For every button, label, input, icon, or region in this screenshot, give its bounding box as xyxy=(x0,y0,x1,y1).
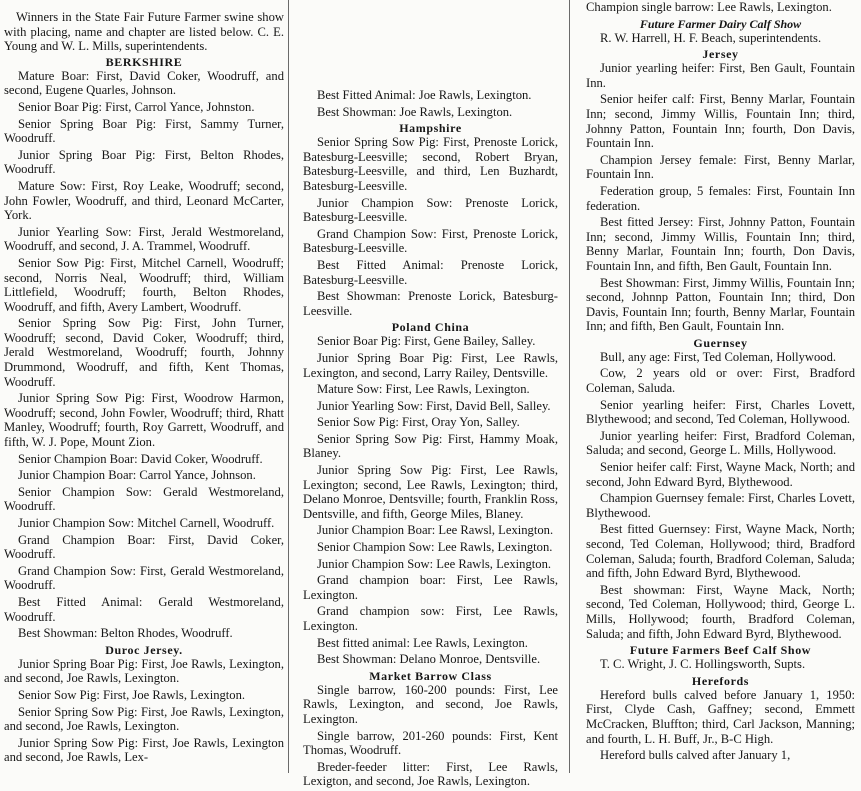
section-heading: Market Barrow Class xyxy=(369,668,492,683)
result-entry: Junior Champion Boar: Carrol Yance, Johnson. xyxy=(18,468,256,483)
result-entry: Best fitted Guernsey: First, Wayne Mack, North; second, Ted Coleman, Hollywood; third, Bradford Coleman, Saluda; fourth, Bradford Coleman, Saluda; and fifth, John Edward Byrd, Blythewood. xyxy=(586,522,855,581)
result-entry: Single barrow, 201-260 pounds: First, Kent Thomas, Woodruff. xyxy=(303,728,558,758)
section-heading: Jersey xyxy=(702,47,739,62)
column-divider xyxy=(569,0,570,773)
result-entry: Best Showman: Joe Rawls, Lexington. xyxy=(317,104,513,119)
result-entry: Junior Spring Boar Pig: First, Belton Rhodes, Woodruff. xyxy=(4,147,284,177)
result-entry: Best Fitted Animal: Joe Rawls, Lexington. xyxy=(317,88,532,102)
result-entry: Senior Champion Boar: David Coker, Woodruff. xyxy=(18,451,263,466)
result-entry: Mature Sow: First, Lee Rawls, Lexington. xyxy=(317,382,530,397)
result-entry: Best Showman: Prenoste Lorick, Batesburg-Leesville. xyxy=(303,289,558,318)
result-entry: Grand champion sow: First, Lee Rawls, Lexington. xyxy=(303,604,558,633)
result-entry: Senior Sow Pig: First, Joe Rawls, Lexington. xyxy=(18,687,246,702)
section-heading: Future Farmer Dairy Calf Show xyxy=(639,16,802,31)
result-entry: Best Fitted Animal: Prenoste Lorick, Batesburg-Leesville. xyxy=(303,257,558,287)
result-entry: R. W. Harrell, H. F. Beach, superintendents. xyxy=(600,30,822,45)
result-entry: Hereford bulls calved before January 1, 1950: First, Clyde Cash, Gaffney; second, Emmett McCracken, Bluffton; third, Carl Jackson, Manning; and fourth, L. H. Buff, Jr., B-C High. xyxy=(586,687,855,746)
result-entry: Bull, any age: First, Ted Coleman, Hollywood. xyxy=(600,349,837,364)
result-entry: Best fitted animal: Lee Rawls, Lexington. xyxy=(317,635,528,650)
result-entry: Senior Spring Boar Pig: First, Sammy Turner, Woodruff. xyxy=(4,116,284,146)
result-entry: Best showman: First, Wayne Mack, North; second, Ted Coleman, Hollywood; third, George L. Mills, Hollywood; fourth, Bradford Coleman, Saluda; and fifth, John Edward Byrd, Blythewood. xyxy=(586,582,855,641)
result-entry: Senior Champion Sow: Gerald Westmoreland, Woodruff. xyxy=(4,484,284,514)
result-entry: Senior heifer calf: First, Benny Marlar, Fountain Inn; second, Jimmy Willis, Fountain Inn; third, Johnny Patton, Fountain Inn; fourth, Don Davis, Fountain Inn. xyxy=(586,92,855,151)
result-entry: Senior Boar Pig: First, Gene Bailey, Salley. xyxy=(317,334,536,349)
result-entry: Senior Spring Sow Pig: First, Prenoste Lorick, Batesburg-Leesville; second, Robert Bryan, Batesburg-Leesville, and third, Len Buzhardt, Batesburg-Leesville. xyxy=(303,135,558,193)
result-entry: Junior Champion Sow: Lee Rawls, Lexington. xyxy=(317,556,552,571)
result-entry: Grand champion boar: First, Lee Rawls, Lexington. xyxy=(303,573,558,602)
result-entry: Senior Boar Pig: First, Carrol Yance, Johnston. xyxy=(18,99,255,114)
result-entry: Mature Boar: First, David Coker, Woodruff, and second, Eugene Quarles, Johnson. xyxy=(4,68,284,98)
result-entry: Grand Champion Sow: First, Prenoste Lorick, Batesburg-Leesville. xyxy=(303,226,558,256)
result-entry: Senior Sow Pig: First, Mitchel Carnell, Woodruff; second, Norris Neal, Woodruff; third, William Littlefield, Woodruff; fourth, Belton Rhodes, Woodruff, and fifth, Avery Lambert, Woodruff. xyxy=(4,255,284,314)
result-entry: Junior Champion Sow: Prenoste Lorick, Batesburg-Leesville. xyxy=(303,195,558,225)
result-entry: T. C. Wright, J. C. Hollingsworth, Supts. xyxy=(600,657,806,672)
result-entry: Hereford bulls calved after January 1, xyxy=(600,748,791,763)
result-entry: Best Showman: Delano Monroe, Dentsville. xyxy=(317,652,541,667)
result-entry: Champion single barrow: Lee Rawls, Lexington. xyxy=(586,0,832,14)
section-heading: BERKSHIRE xyxy=(105,54,183,69)
result-entry: Federation group, 5 females: First, Fountain Inn federation. xyxy=(586,183,855,213)
result-entry: Best Showman: Belton Rhodes, Woodruff. xyxy=(18,626,233,641)
result-entry: Best Showman: First, Jimmy Willis, Fountain Inn; second, Johnnp Patton, Fountain Inn; third, Don Davis, Fountain Inn; fourth, Benny Marlar, Fountain Inn; and fifth, Ben Gault, Fountain Inn. xyxy=(586,275,855,334)
result-entry: Grand Champion Sow: First, Gerald Westmoreland, Woodruff. xyxy=(4,563,284,593)
result-entry: Cow, 2 years old or over: First, Bradford Coleman, Saluda. xyxy=(586,366,855,396)
section-heading: Duroc Jersey. xyxy=(105,642,183,657)
result-entry: Senior Spring Sow Pig: First, Joe Rawls, Lexington, and second, Joe Rawls, Lexington. xyxy=(4,704,284,734)
result-entry: Junior Yearling Sow: First, David Bell, Salley. xyxy=(317,398,551,413)
result-entry: Champion Guernsey female: First, Charles Lovett, Blythewood. xyxy=(586,491,855,520)
column-3 xyxy=(572,0,861,765)
result-entry: Best fitted Jersey: First, Johnny Patton, Fountain Inn; second, Jimmy Willis, Fountain Inn; third, Benny Marlar, Fountain Inn; fourth, Don Davis, Fountain Inn, and fifth, Ben Gault, Fountain Inn. xyxy=(586,215,855,273)
column-1 xyxy=(0,0,288,767)
intro-paragraph: Winners in the State Fair Future Farmer swine show with placing, name and chapter are listed below. C. E. Young and W. L. Mills, superintendents. xyxy=(4,10,284,54)
result-entry: Breder-feeder litter: First, Lee Rawls, Lexigton, and second, Joe Rawls, Lexington. xyxy=(303,759,558,789)
result-entry: Mature Sow: First, Roy Leake, Woodruff; second, John Fowler, Woodruff, and third, Leonard McCarter, York. xyxy=(4,178,284,223)
section-heading: Poland China xyxy=(391,320,470,335)
result-entry: Senior yearling heifer: First, Charles Lovett, Blythewood; and second, Ted Coleman, Hollywood. xyxy=(586,397,855,427)
result-entry: Junior Champion Sow: Mitchel Carnell, Woodruff. xyxy=(18,516,275,530)
result-entry: Senior Spring Sow Pig: First, John Turner, Woodruff; second, David Coker, Woodruff; third, Jerald Westmoreland, Woodruff; fourth, Johnny Drummond, Woodruff, and fifth, Kent Thomas, Woodruff. xyxy=(4,316,284,389)
column-2 xyxy=(289,0,562,791)
section-heading: Guernsey xyxy=(693,335,748,350)
result-entry: Junior Spring Sow Pig: First, Woodrow Harmon, Woodruff; second, John Fowler, Woodruff; third, Rhatt Manley, Woodruff; fourth, Roy Garrett, Woodruff, and fifth, W. J. Pope, Mount Zion. xyxy=(4,391,284,450)
result-entry: Champion Jersey female: First, Benny Marlar, Fountain Inn. xyxy=(586,152,855,182)
section-heading: Future Farmers Beef Calf Show xyxy=(629,643,812,658)
result-entry: Senior Sow Pig: First, Oray Yon, Salley. xyxy=(317,415,520,430)
result-entry: Senior Spring Sow Pig: First, Hammy Moak, Blaney. xyxy=(303,431,558,461)
section-heading: Herefords xyxy=(691,673,750,688)
result-entry: Junior Champion Boar: Lee Rawsl, Lexington. xyxy=(317,523,554,538)
result-entry: Single barrow, 160-200 pounds: First, Lee Rawls, Lexington, and second, Joe Rawls, Lexington. xyxy=(303,682,558,726)
result-entry: Junior Spring Boar Pig: First, Lee Rawls, Lexington, and second, Larry Railey, Dentsville. xyxy=(303,350,558,380)
result-entry: Junior yearling heifer: First, Bradford Coleman, Saluda; and second, George L. Mills, Hollywood. xyxy=(586,428,855,458)
result-entry: Senior heifer calf: First, Wayne Mack, North; and second, John Edward Byrd, Blythewood. xyxy=(586,460,855,489)
result-entry: Junior yearling heifer: First, Ben Gault, Fountain Inn. xyxy=(586,61,855,90)
result-entry: Senior Champion Sow: Lee Rawls, Lexington. xyxy=(317,540,553,555)
section-heading: Hampshire xyxy=(399,121,462,136)
result-entry: Grand Champion Boar: First, David Coker, Woodruff. xyxy=(4,532,284,562)
result-entry: Junior Spring Sow Pig: First, Joe Rawls, Lexington and second, Joe Rawls, Lex- xyxy=(4,735,284,765)
result-entry: Junior Spring Sow Pig: First, Lee Rawls, Lexington; second, Lee Rawls, Lexington; third, Delano Monroe, Dentsville; fourth, Franklin Ross, Dentsville, and fifth, George Miles, Blaney. xyxy=(303,463,558,521)
result-entry: Junior Spring Boar Pig: First, Joe Rawls, Lexington, and second, Joe Rawls, Lexington. xyxy=(4,656,284,686)
result-entry: Junior Yearling Sow: First, Jerald Westmoreland, Woodruff, and second, J. A. Trammel, Woodruff. xyxy=(4,224,284,254)
result-entry: Best Fitted Animal: Gerald Westmoreland, Woodruff. xyxy=(4,594,284,624)
